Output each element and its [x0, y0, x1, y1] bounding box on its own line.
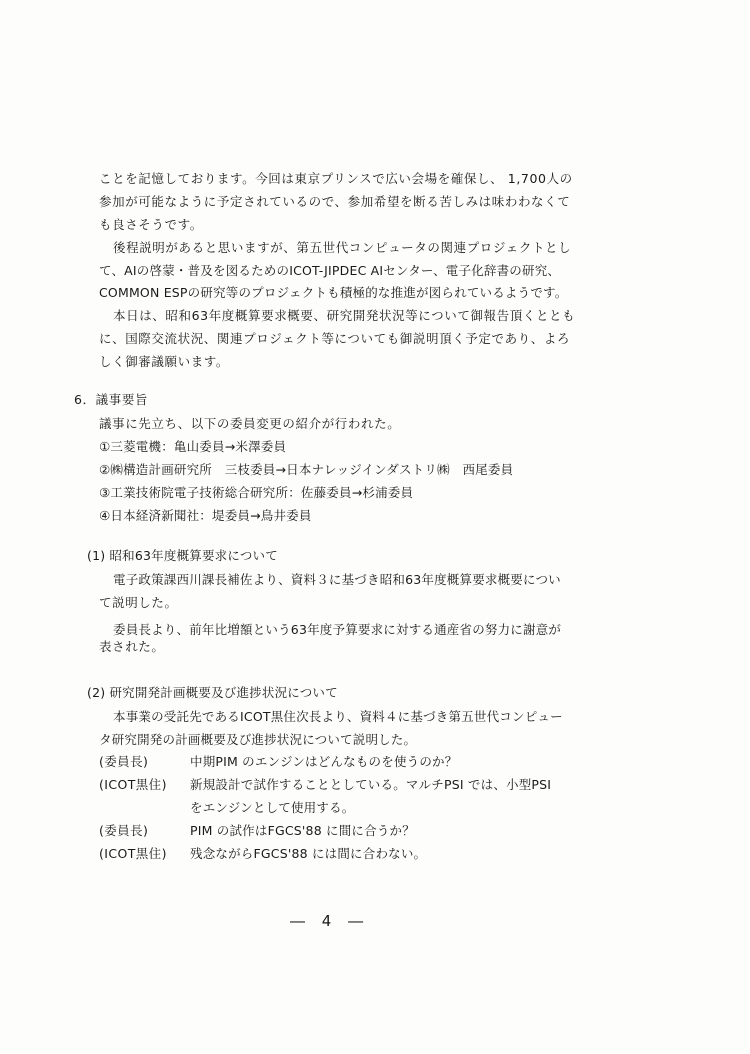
member-change-item: ①三菱電機：亀山委員→米澤委員	[99, 439, 287, 454]
subsection-heading: (1) 昭和63年度概算要求について	[87, 548, 278, 563]
section-intro: 議事に先立ち、以下の委員変更の紹介が行われた。	[99, 416, 401, 431]
section-heading: 6．議事要旨	[74, 392, 149, 407]
subsection-heading: (2) 研究開発計画概要及び進捗状況について	[87, 685, 338, 700]
dialogue-text: をエンジンとして使用する。	[190, 800, 355, 815]
dialogue-text: PIM の試作はFGCS'88 に間に合うか？	[190, 823, 415, 838]
intro-line: 後程説明があると思いますが、第五世代コンピュータの関連プロジェクトとし	[113, 240, 572, 255]
subsection-line: タ研究開発の計画概要及び進捗状況について説明した。	[99, 732, 417, 747]
subsection-line: 電子政策課西川課長補佐より、資料３に基づき昭和63年度概算要求概要につい	[113, 572, 561, 587]
dialogue-speaker: (ICOT黒住)	[99, 846, 167, 861]
intro-line: COMMON ESPの研究等のプロジェクトも積極的な推進が図られているようです。	[99, 285, 568, 300]
dialogue-speaker: (委員長)	[99, 754, 149, 769]
subsection-line: 表された。	[99, 639, 165, 654]
page-number: ― 4 ―	[290, 912, 370, 930]
subsection-line: 委員長より、前年比増額という63年度予算要求に対する通産省の努力に謝意が	[113, 622, 562, 637]
dialogue-speaker: (ICOT黒住)	[99, 777, 167, 792]
dialogue-text: 中期PIM のエンジンはどんなものを使うのか？	[190, 754, 458, 769]
dialogue-text: 新規設計で試作することとしている。マルチPSI では、小型PSI	[190, 777, 552, 792]
intro-line: 本日は、昭和63年度概算要求概要、研究開発状況等について御報告頂くととも	[113, 308, 576, 323]
intro-line: ことを記憶しております。今回は東京プリンスで広い会場を確保し、 1,700人の	[99, 171, 573, 186]
member-change-item: ②㈱構造計画研究所 三枝委員→日本ナレッジインダストリ㈱ 西尾委員	[99, 462, 514, 477]
member-change-item: ④日本経済新聞社：堤委員→鳥井委員	[99, 508, 312, 523]
subsection-line: て説明した。	[99, 595, 178, 610]
subsection-line: 本事業の受託先であるICOT黒住次長より、資料４に基づき第五世代コンピュー	[113, 709, 563, 724]
intro-line: に、国際交流状況、関連プロジェクト等についても御説明頂く予定であり、よろ	[99, 331, 571, 346]
intro-line: も良さそうです。	[99, 217, 203, 232]
member-change-item: ③工業技術院電子技術総合研究所：佐藤委員→杉浦委員	[99, 485, 414, 500]
intro-line: 参加が可能なように予定されているので、参加希望を断る苦しみは味わわなくて	[99, 194, 571, 209]
dialogue-text: 残念ながらFGCS'88 には間に合わない。	[190, 846, 427, 861]
intro-line: しく御審議願います。	[99, 354, 230, 369]
dialogue-speaker: (委員長)	[99, 823, 149, 838]
intro-line: て、AIの啓蒙・普及を図るためのICOT-JIPDEC AIセンター、電子化辞書の研究、	[99, 263, 561, 278]
